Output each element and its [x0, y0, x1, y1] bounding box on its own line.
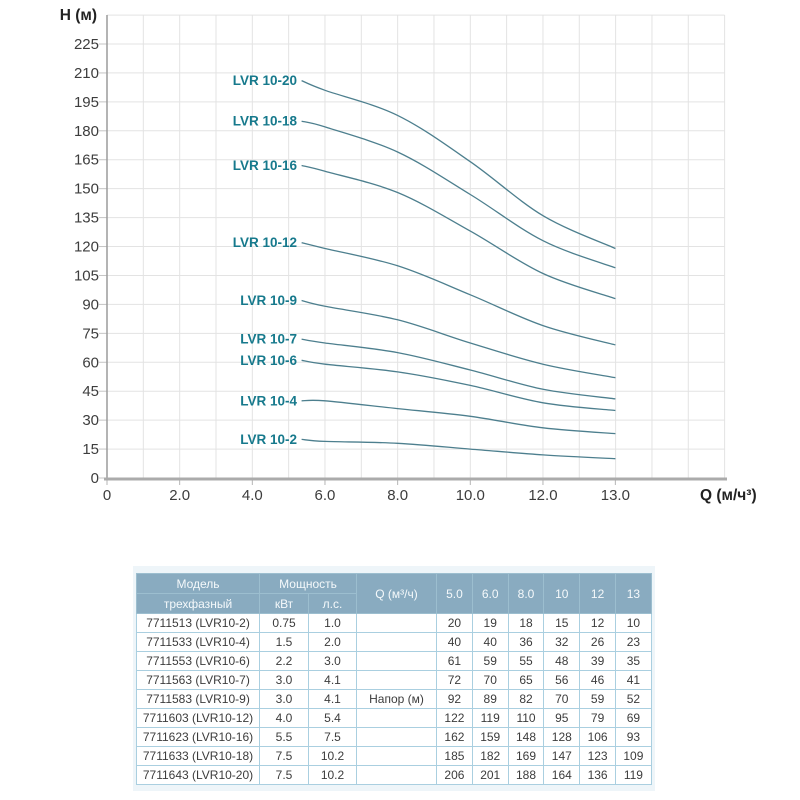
- cell-h10: 48: [544, 652, 580, 671]
- x-tick-label: 13.0: [600, 487, 630, 504]
- cell-kw: 3.0: [260, 671, 309, 690]
- curve-label-LVR-10-6: LVR 10-6: [240, 352, 297, 368]
- cell-h13: 23: [616, 633, 652, 652]
- cell-h13: 52: [616, 690, 652, 709]
- y-tick-label: 225: [73, 36, 99, 53]
- cell-model: 7711553 (LVR10-6): [137, 652, 260, 671]
- y-tick-label: 180: [73, 122, 99, 140]
- table-row: [137, 747, 652, 766]
- curve-label-LVR-10-18: LVR 10-18: [232, 113, 297, 129]
- cell-h13: 69: [616, 709, 652, 728]
- table-row: [137, 766, 652, 785]
- cell-q-note: Напор (м): [357, 690, 437, 709]
- curve-label-LVR-10-20: LVR 10-20: [232, 73, 297, 89]
- cell-h5: 61: [437, 652, 473, 671]
- cell-h12: 46: [580, 671, 616, 690]
- y-tick-label: 105: [73, 267, 99, 285]
- cell-h8: 65: [508, 671, 544, 690]
- cell-h10: 56: [544, 671, 580, 690]
- cell-h12: 79: [580, 709, 616, 728]
- cell-hp: 3.0: [309, 652, 357, 671]
- y-tick-label: 120: [73, 238, 99, 256]
- cell-h5: 72: [437, 671, 473, 690]
- cell-h12: 39: [580, 652, 616, 671]
- y-tick-label: 30: [82, 412, 99, 430]
- curve-label-LVR-10-16: LVR 10-16: [232, 158, 297, 174]
- col-header-model: Модель: [137, 574, 260, 594]
- spec-table-body: [137, 614, 652, 785]
- y-tick-label: 15: [82, 441, 99, 459]
- cell-h10: 15: [544, 614, 580, 633]
- cell-h8: 110: [508, 709, 544, 728]
- cell-h6: 70: [472, 671, 508, 690]
- cell-q-note: [357, 709, 437, 728]
- y-tick-label: 60: [82, 354, 99, 372]
- cell-h8: 82: [508, 690, 544, 709]
- col-header-flow-10: 10: [544, 574, 580, 614]
- x-tick-label: 0: [102, 487, 112, 504]
- cell-q-note: [357, 766, 437, 785]
- cell-hp: 2.0: [309, 633, 357, 652]
- y-tick-label: 210: [73, 64, 99, 82]
- cell-h6: 59: [472, 652, 508, 671]
- x-axis-title: Q (м/ч³): [700, 487, 757, 504]
- col-header-flow-5: 5.0: [437, 574, 473, 614]
- col-header-power: Мощность: [260, 574, 357, 594]
- cell-kw: 3.0: [260, 690, 309, 709]
- cell-h8: 36: [508, 633, 544, 652]
- cell-kw: 7.5: [260, 747, 309, 766]
- cell-hp: 7.5: [309, 728, 357, 747]
- table-row: [137, 614, 652, 633]
- cell-model: 7711643 (LVR10-20): [137, 766, 260, 785]
- cell-hp: 4.1: [309, 690, 357, 709]
- col-header-flow-13: 13: [616, 574, 652, 614]
- cell-q-note: [357, 671, 437, 690]
- col-header-q: Q (м³/ч): [357, 574, 437, 614]
- cell-h5: 20: [437, 614, 473, 633]
- spec-table-wrap: [133, 566, 655, 791]
- cell-h8: 55: [508, 652, 544, 671]
- curve-label-LVR-10-9: LVR 10-9: [240, 293, 297, 309]
- x-tick-label: 2.0: [169, 487, 191, 504]
- cell-h13: 41: [616, 671, 652, 690]
- y-axis-title: Н (м): [59, 7, 97, 24]
- cell-hp: 4.1: [309, 671, 357, 690]
- cell-kw: 4.0: [260, 709, 309, 728]
- cell-h6: 89: [472, 690, 508, 709]
- cell-model: 7711513 (LVR10-2): [137, 614, 260, 633]
- curve-label-LVR-10-2: LVR 10-2: [240, 431, 297, 447]
- y-tick-label: 75: [82, 325, 99, 343]
- cell-h12: 106: [580, 728, 616, 747]
- curve-LVR-10-20: [302, 81, 616, 249]
- cell-h8: 188: [508, 766, 544, 785]
- curve-LVR-10-12: [302, 243, 616, 345]
- cell-model: 7711533 (LVR10-4): [137, 633, 260, 652]
- cell-model: 7711603 (LVR10-12): [137, 709, 260, 728]
- col-header-flow-8: 8.0: [508, 574, 544, 614]
- cell-h8: 18: [508, 614, 544, 633]
- y-tick-label: 90: [82, 296, 99, 314]
- cell-model: 7711623 (LVR10-16): [137, 728, 260, 747]
- col-header-hp: л.с.: [309, 594, 357, 614]
- cell-kw: 7.5: [260, 766, 309, 785]
- x-tick-label: 6.0: [314, 487, 336, 504]
- cell-hp: 10.2: [309, 747, 357, 766]
- table-row: [137, 728, 652, 747]
- cell-model: 7711633 (LVR10-18): [137, 747, 260, 766]
- cell-h5: 92: [437, 690, 473, 709]
- col-header-flow-12: 12: [580, 574, 616, 614]
- curve-LVR-10-4: [302, 400, 616, 433]
- table-row: [137, 671, 652, 690]
- col-header-kw: кВт: [260, 594, 309, 614]
- cell-h5: 185: [437, 747, 473, 766]
- y-tick-label: 0: [90, 470, 99, 487]
- cell-h8: 169: [508, 747, 544, 766]
- cell-kw: 5.5: [260, 728, 309, 747]
- cell-h6: 182: [472, 747, 508, 766]
- cell-h5: 40: [437, 633, 473, 652]
- cell-h13: 119: [616, 766, 652, 785]
- cell-kw: 2.2: [260, 652, 309, 671]
- cell-kw: 0.75: [260, 614, 309, 633]
- cell-h6: 40: [472, 633, 508, 652]
- table-row: [137, 690, 652, 709]
- curve-label-LVR-10-4: LVR 10-4: [240, 393, 297, 409]
- y-tick-label: 195: [73, 93, 99, 111]
- cell-h10: 147: [544, 747, 580, 766]
- cell-q-note: [357, 614, 437, 633]
- table-row: [137, 652, 652, 671]
- cell-h6: 119: [472, 709, 508, 728]
- cell-h6: 159: [472, 728, 508, 747]
- curve-LVR-10-18: [302, 121, 616, 268]
- cell-q-note: [357, 633, 437, 652]
- cell-q-note: [357, 652, 437, 671]
- cell-h5: 206: [437, 766, 473, 785]
- y-tick-label: 165: [73, 151, 99, 169]
- col-header-flow-6: 6.0: [472, 574, 508, 614]
- cell-q-note: [357, 728, 437, 747]
- cell-h10: 164: [544, 766, 580, 785]
- x-tick-label: 4.0: [241, 487, 263, 504]
- cell-h12: 59: [580, 690, 616, 709]
- cell-h13: 10: [616, 614, 652, 633]
- table-row: [137, 709, 652, 728]
- cell-h10: 70: [544, 690, 580, 709]
- cell-h12: 136: [580, 766, 616, 785]
- curve-LVR-10-16: [302, 166, 616, 299]
- cell-h13: 35: [616, 652, 652, 671]
- y-tick-label: 150: [73, 180, 99, 198]
- cell-kw: 1.5: [260, 633, 309, 652]
- x-tick-label: 8.0: [387, 487, 409, 504]
- table-row: [137, 633, 652, 652]
- col-header-phase: трехфазный: [137, 594, 260, 614]
- cell-hp: 5.4: [309, 709, 357, 728]
- cell-h10: 32: [544, 633, 580, 652]
- cell-model: 7711583 (LVR10-9): [137, 690, 260, 709]
- cell-h5: 162: [437, 728, 473, 747]
- cell-h12: 12: [580, 614, 616, 633]
- y-tick-label: 45: [82, 383, 99, 401]
- cell-h13: 93: [616, 728, 652, 747]
- cell-h6: 19: [472, 614, 508, 633]
- cell-h5: 122: [437, 709, 473, 728]
- cell-h12: 26: [580, 633, 616, 652]
- x-tick-label: 10.0: [455, 487, 485, 504]
- spec-table: [136, 573, 652, 785]
- cell-h10: 95: [544, 709, 580, 728]
- curve-label-LVR-10-7: LVR 10-7: [240, 331, 297, 347]
- cell-hp: 10.2: [309, 766, 357, 785]
- cell-h12: 123: [580, 747, 616, 766]
- x-tick-label: 12.0: [528, 487, 558, 504]
- cell-hp: 1.0: [309, 614, 357, 633]
- cell-h8: 148: [508, 728, 544, 747]
- y-tick-label: 135: [73, 209, 99, 227]
- cell-q-note: [357, 747, 437, 766]
- table-header-row-1: [137, 574, 652, 594]
- curve-label-LVR-10-12: LVR 10-12: [232, 235, 297, 251]
- cell-model: 7711563 (LVR10-7): [137, 671, 260, 690]
- cell-h13: 109: [616, 747, 652, 766]
- cell-h10: 128: [544, 728, 580, 747]
- cell-h6: 201: [472, 766, 508, 785]
